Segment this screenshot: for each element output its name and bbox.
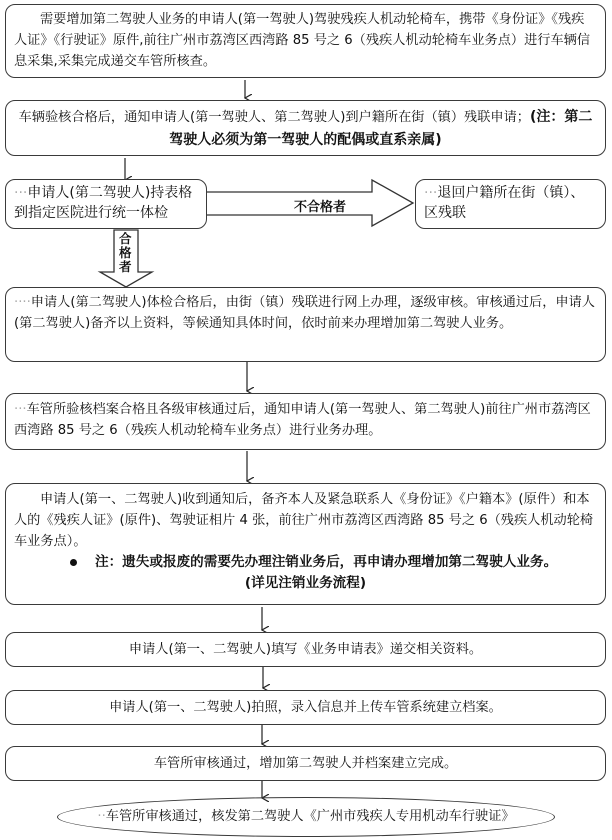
final-text: 车管所审核通过，核发第二驾驶人《广州市残疾人专用机动车行驶证》: [105, 809, 515, 824]
step-2-apply: [5, 100, 606, 156]
step-3-dots: ···: [14, 185, 28, 201]
step-5-dots: ···: [14, 402, 27, 417]
step-3-medical-exam: [5, 179, 207, 229]
fail-result: [415, 179, 606, 229]
bullet-icon: [70, 559, 77, 566]
step-1-vehicle-check: [5, 4, 606, 78]
step-8-text: 申请人(第一、二驾驶人)拍照，录入信息并上传车管系统建立档案。: [109, 700, 502, 715]
step-6-documents: [5, 483, 606, 605]
step-9-archive: [5, 746, 606, 781]
step-6-note-row: [14, 552, 597, 573]
step-8-photo: [5, 690, 606, 725]
fail-result-text: 退回户籍所在街（镇）、区残联: [424, 185, 585, 221]
step-1-text: 需要增加第二驾驶人业务的申请人(第一驾驶人)驾驶残疾人机动轮椅车，携带《身份证》《残疾人证》《行驶证》原件,前往广州市荔湾区西湾路 85 号之 6（残疾人机动轮椅车业务点）进行车辆信息采集,采集完成递交车管所核查。: [14, 12, 591, 69]
step-6-note-2: (详见注销业务流程): [244, 575, 367, 591]
step-2-text: 车辆验核合格后，通知申请人(第一驾驶人、第二驾驶人)到户籍所在街（镇）残联申请；: [18, 110, 530, 125]
step-5-text: 车管所验核档案合格且各级审核通过后，通知申请人(第一驾驶人、第二驾驶人)前往广州市荔湾区西湾路 85 号之 6（残疾人机动轮椅车业务点）进行业务办理。: [14, 402, 591, 438]
fail-label: 不合格者: [294, 200, 347, 215]
step-4-text: 申请人(第二驾驶人)体检合格后，由街（镇）残联进行网上办理，逐级审核。审核通过后，申请人(第二驾驶人)备齐以上资料，等候通知具体时间，依时前来办理增加第二驾驶人业务。: [14, 295, 595, 331]
step-5-notify: [5, 393, 606, 450]
pass-label: 合格者: [119, 231, 132, 274]
final-issue-license: [57, 797, 555, 837]
step-7-fill-form: [5, 632, 606, 667]
step-7-text: 申请人(第一、二驾驶人)填写《业务申请表》递交相关资料。: [128, 642, 483, 657]
step-4-dots: ····: [14, 295, 31, 310]
step-3-text: 申请人(第二驾驶人)持表格到指定医院进行统一体检: [14, 185, 193, 221]
step-2-note: (注：第二驾驶人必须为第一驾驶人的配偶或直系亲属): [169, 109, 593, 148]
step-6-text: 申请人(第一、二驾驶人)收到通知后，备齐本人及紧急联系人《身份证》《户籍本》(原件）和本人的《残疾人证》(原件)、驾驶证相片 4 张，前往广州市荔湾区西湾路 85 号之 6（残疾人机动轮椅车业务点）。: [14, 492, 594, 549]
step-6-note: 注：遗失或报废的需要先办理注销业务后，再申请办理增加第二驾驶人业务。: [95, 554, 558, 570]
fail-dots: ···: [424, 185, 438, 201]
step-9-text: 车管所审核通过，增加第二驾驶人并档案建立完成。: [153, 756, 458, 771]
step-4-online-review: [5, 287, 606, 362]
final-dots: ··: [97, 809, 106, 824]
